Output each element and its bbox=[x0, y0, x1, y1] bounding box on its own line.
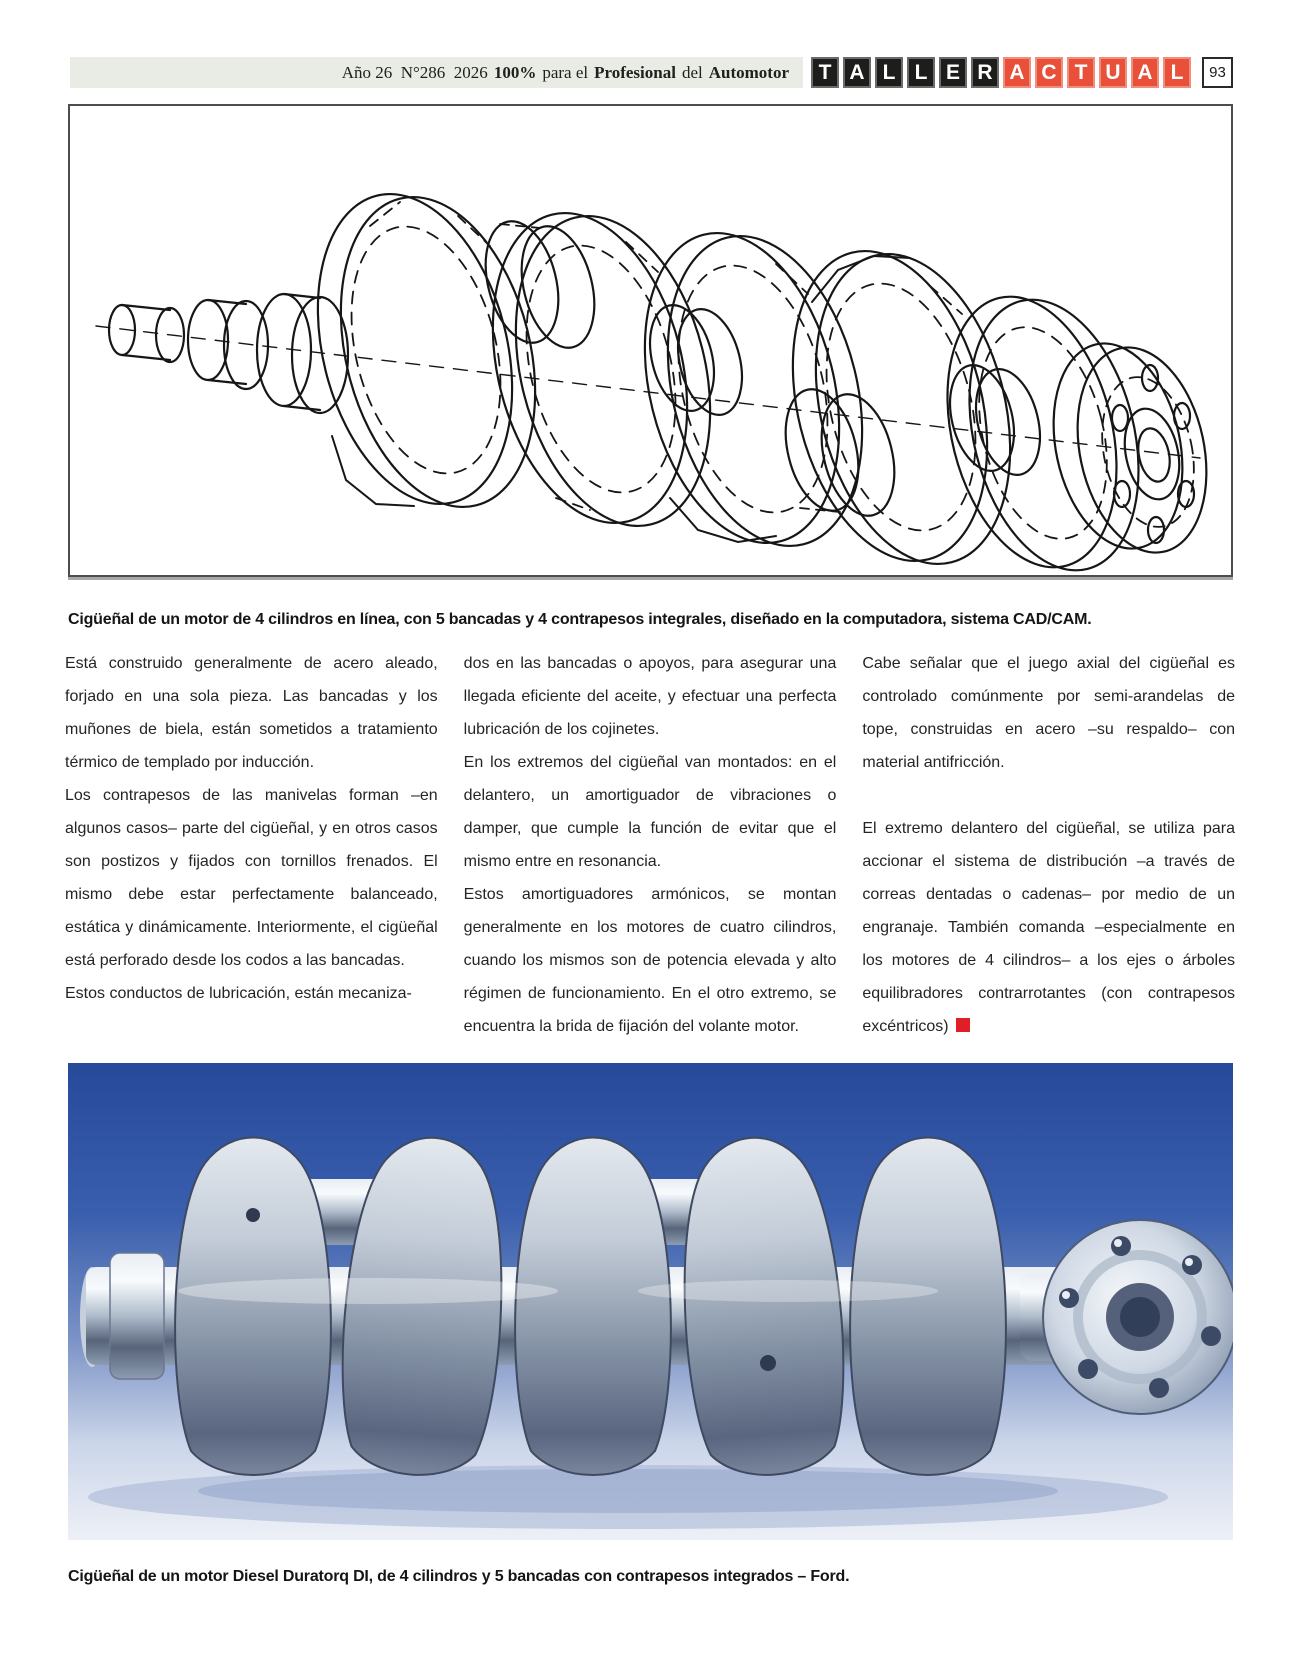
paragraph: dos en las bancadas o apoyos, para asegurar una llegada eficiente del aceite, y efectuar una perfecta lubricación de los cojinetes. bbox=[463, 655, 837, 738]
paragraph: Cabe señalar que el juego axial del cigüeñal es controlado comúnmente por semi-arandelas de tope, construidas en acero –su respaldo– con material antifricción. bbox=[862, 655, 1236, 771]
issue-info-automotor: Automotor bbox=[708, 62, 789, 82]
logo-letter: C bbox=[1035, 57, 1063, 88]
issue-info-para-el: para el bbox=[542, 62, 589, 82]
figure-caption-bottom: Cigüeñal de un motor Diesel Duratorq DI, de 4 cilindros y 5 bancadas con contrapesos integrados – Ford. bbox=[68, 1568, 850, 1585]
logo-letter: E bbox=[939, 57, 967, 88]
issue-info-band bbox=[70, 57, 803, 88]
cad-figure-frame bbox=[68, 104, 1233, 577]
logo-letter: T bbox=[811, 57, 839, 88]
paragraph: Está construido generalmente de acero aleado, forjado en una sola pieza. Las bancadas y los muñones de biela, están sometidos a tratamiento térmico de templado por inducción. bbox=[65, 655, 438, 771]
paragraph: Los contrapesos de las manivelas forman –en algunos casos– parte del cigüeñal, y en otros casos son postizos y fijados con tornillos frenados. El mismo debe estar perfectamente balanceado, estática y dinámicamente. Interiormente, el cigüeñal está perforado desde los codos a las bancadas. bbox=[65, 787, 438, 969]
logo-letter: L bbox=[907, 57, 935, 88]
paragraph: En los extremos del cigüeñal van montados: en el delantero, un amortiguador de vibraciones o damper, que cumple la función de evitar que el mismo entre en resonancia. bbox=[463, 754, 837, 870]
paragraph: El extremo delantero del cigüeñal, se utiliza para accionar el sistema de distribución –a través de correas dentadas o cadenas– por medio de un engranaje. También comanda –especialmente en los motores de 4 cilindros– a los ejes o árboles equilibradores contrarrotantes (con contrapesos excéntricos) bbox=[862, 820, 1236, 1035]
page-header bbox=[70, 57, 1233, 88]
article-column-1 bbox=[65, 647, 438, 1043]
article-body bbox=[65, 647, 1235, 1043]
logo-letter: U bbox=[1099, 57, 1127, 88]
issue-info-del: del bbox=[681, 62, 703, 82]
logo-letter: A bbox=[1131, 57, 1159, 88]
paragraph: Estos conductos de lubricación, están mecaniza- bbox=[65, 985, 412, 1002]
issue-info-profesional: Profesional bbox=[594, 62, 676, 82]
article-column-3 bbox=[862, 647, 1235, 1043]
issue-info: Año 26 N°286 2026 bbox=[341, 62, 488, 82]
issue-info-100: 100% bbox=[493, 62, 537, 82]
logo-letter: R bbox=[971, 57, 999, 88]
article-column-2 bbox=[464, 647, 837, 1043]
paragraph: Estos amortiguadores armónicos, se montan generalmente en los motores de cuatro cilindros, cuando los mismos son de potencia elevada y alto régimen de funcionamiento. En el otro extremo, se encuentra la brida de fijación del volante motor. bbox=[463, 886, 837, 1035]
logo-letter: L bbox=[875, 57, 903, 88]
page-number: 93 bbox=[1202, 57, 1233, 88]
logo-letter: L bbox=[1163, 57, 1191, 88]
taller-actual-logo bbox=[811, 57, 1233, 88]
photo-figure-frame bbox=[68, 1063, 1233, 1540]
end-of-article-marker-icon bbox=[956, 1018, 970, 1032]
figure-caption-top: Cigüeñal de un motor de 4 cilindros en línea, con 5 bancadas y 4 contrapesos integrales, diseñado en la computadora, sistema CAD/CAM. bbox=[68, 611, 1092, 628]
logo-letter: A bbox=[1003, 57, 1031, 88]
logo-letter: T bbox=[1067, 57, 1095, 88]
crankshaft-photo bbox=[68, 1063, 1233, 1540]
crankshaft-cad-drawing bbox=[70, 106, 1231, 575]
logo-letter: A bbox=[843, 57, 871, 88]
